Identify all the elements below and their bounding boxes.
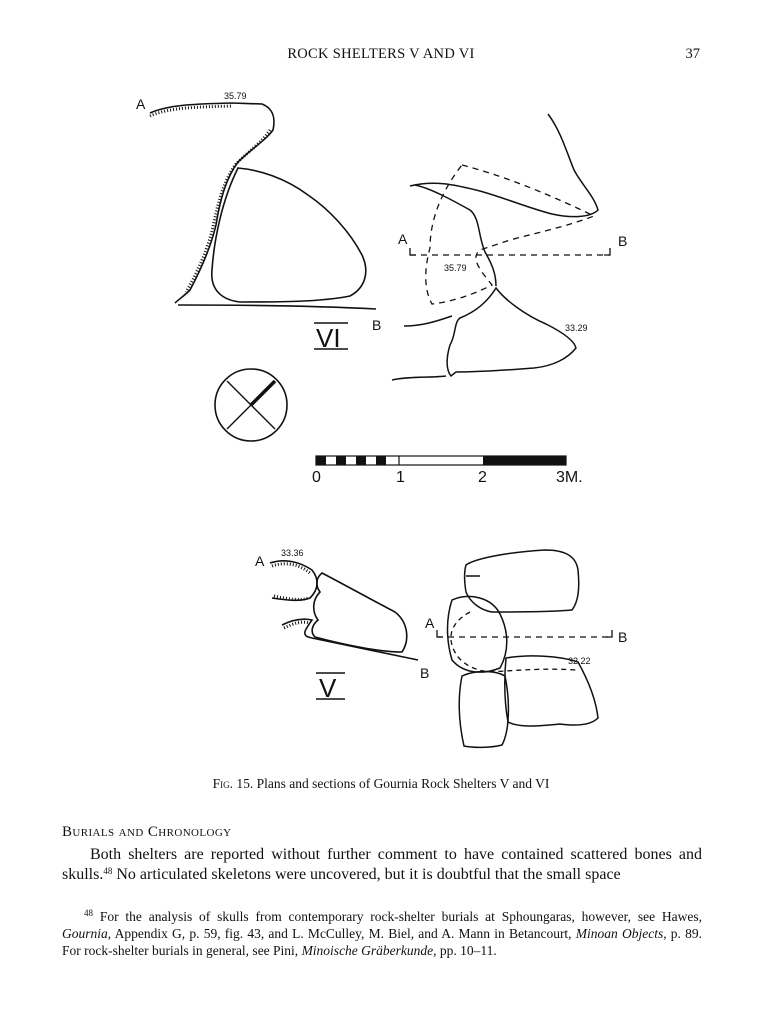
footnote-number: 48 bbox=[84, 908, 93, 918]
footnote-title-graberkunde: Minoische Gräberkunde bbox=[301, 943, 434, 958]
footnote-text-1: For the analysis of skulls from contemporary rock-shelter burials at Sphoungaras, however, see Hawes, bbox=[93, 909, 702, 924]
caption-text: 15. Plans and sections of Gournia Rock Shelters V and VI bbox=[232, 776, 550, 791]
section-heading: Burials and Chronology bbox=[62, 824, 232, 840]
footnote-text-4: , pp. 10–11. bbox=[433, 943, 497, 958]
caption-fig-label: Fig. bbox=[212, 776, 233, 791]
rock-top-profile bbox=[270, 561, 317, 601]
scale-label-3: 3M. bbox=[556, 469, 583, 486]
section-vi-elevation: 35.79 bbox=[224, 91, 247, 101]
body-text-part-1: Both shelters are reported without further comment to have contained scattered bones and skulls. bbox=[62, 846, 702, 883]
shelter-v-plan bbox=[448, 550, 599, 747]
boulder-outline-v bbox=[312, 573, 407, 652]
middle-boulder bbox=[448, 596, 507, 672]
scale-label-2: 2 bbox=[478, 469, 487, 486]
running-title: ROCK SHELTERS V AND VI bbox=[287, 46, 475, 62]
rock-hatching bbox=[150, 106, 270, 292]
plan-v-label-a: A bbox=[425, 615, 435, 631]
roman-numeral-v: V bbox=[319, 673, 337, 703]
ground-line-v bbox=[312, 638, 418, 660]
section-marker-b-v bbox=[606, 630, 612, 637]
section-marker-a-v bbox=[437, 630, 443, 637]
plan-vi-elevation-b: 33.29 bbox=[565, 323, 588, 333]
scale-label-0: 0 bbox=[312, 469, 321, 486]
footnote-text-3: , p. 89. For rock-shelter burials in general, see Pini, bbox=[62, 926, 702, 958]
ground-line bbox=[178, 305, 376, 309]
section-v-label-b: B bbox=[420, 665, 430, 681]
body-text-part-2: No articulated skeletons were uncovered, but it is doubtful that the small space bbox=[112, 866, 621, 883]
upper-block bbox=[465, 550, 579, 612]
footnote-reference: 48 bbox=[103, 866, 113, 876]
plan-vi-elevation-a: 35.79 bbox=[444, 263, 467, 273]
running-head bbox=[0, 46, 762, 70]
section-marker-a-vi bbox=[410, 248, 416, 255]
section-marker-b-vi bbox=[604, 248, 610, 255]
rock-edge-upper bbox=[410, 114, 598, 217]
footnote-title-gournia: Gournia bbox=[62, 926, 108, 941]
shelter-vi-section bbox=[150, 103, 376, 309]
section-vi-label-a: A bbox=[136, 96, 146, 112]
footnote-title-minoan-objects: Minoan Objects bbox=[575, 926, 664, 941]
footnote-text-2: , Appendix G, p. 59, fig. 43, and L. McCulley, M. Biel, and A. Mann in Betancourt, bbox=[107, 926, 576, 941]
plan-v-label-b: B bbox=[618, 629, 628, 645]
right-block bbox=[505, 656, 598, 726]
shelter-v-plan-dashed-outline bbox=[451, 612, 576, 672]
shelter-vi-plan bbox=[392, 114, 598, 380]
body-paragraph bbox=[62, 845, 702, 885]
scale-bar bbox=[316, 456, 566, 465]
boulder-outline bbox=[212, 168, 366, 302]
footnote-48 bbox=[62, 908, 702, 959]
section-v-label-a: A bbox=[255, 553, 265, 569]
roman-numeral-vi: VI bbox=[316, 323, 341, 353]
section-v-elevation: 33.36 bbox=[281, 548, 304, 558]
rock-hatching-top bbox=[272, 564, 310, 600]
shelter-vi-plan-dashed-outline bbox=[426, 165, 594, 304]
section-vi-label-b: B bbox=[372, 317, 382, 333]
page-number: 37 bbox=[685, 46, 700, 62]
lower-boulder bbox=[447, 288, 576, 376]
scale-label-1: 1 bbox=[396, 469, 405, 486]
lower-left-edges bbox=[392, 316, 452, 380]
lower-block bbox=[459, 672, 508, 748]
plan-vi-label-a: A bbox=[398, 231, 408, 247]
figure-caption bbox=[0, 776, 762, 792]
shelter-v-section bbox=[270, 561, 418, 660]
figure-15 bbox=[0, 80, 762, 770]
north-arrow-icon bbox=[215, 369, 287, 441]
plan-vi-label-b: B bbox=[618, 233, 628, 249]
plan-v-elevation: 32.22 bbox=[568, 656, 591, 666]
